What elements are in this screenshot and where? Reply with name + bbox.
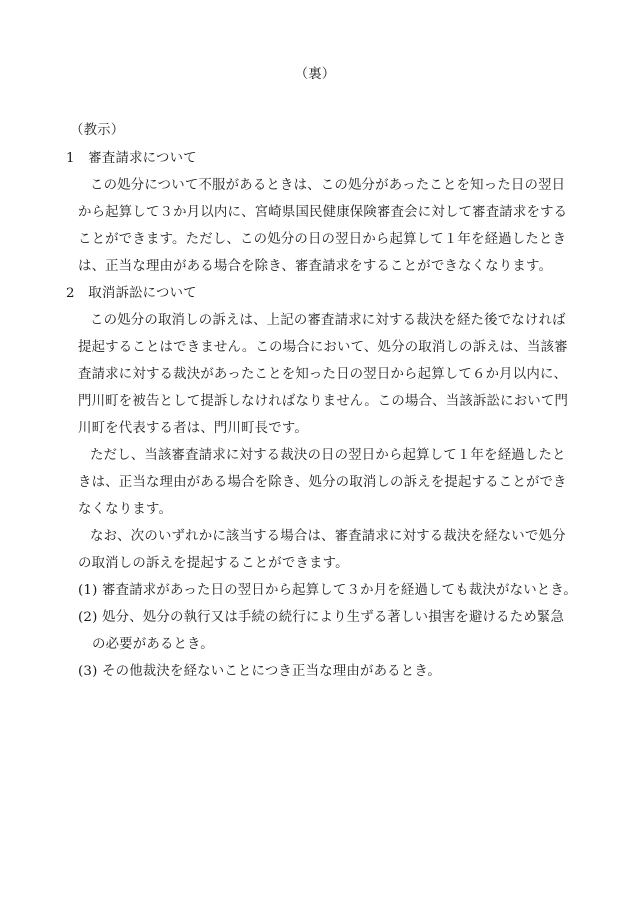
section2-para1-line: 提起することはできません。この場合において、処分の取消しの訴えは、当該審 bbox=[78, 340, 568, 355]
section2-para2-line: なくなります。 bbox=[78, 502, 173, 517]
section1-heading: 1 審査請求について bbox=[66, 151, 197, 166]
section2-para1-line: この処分の取消しの訴えは、上記の審査請求に対する裁決を経た後でなければ bbox=[90, 313, 566, 328]
list-item-2: (2) 処分、処分の執行又は手続の続行により生ずる著しい損害を避けるため緊急 bbox=[78, 610, 565, 625]
section2-para2-line: きは、正当な理由がある場合を除き、処分の取消しの訴えを提起することができ bbox=[78, 475, 567, 490]
section2-para3-line: なお、次のいずれかに該当する場合は、審査請求に対する裁決を経ないで処分 bbox=[90, 529, 566, 544]
section1-line: から起算して３か月以内に、宮崎県国民健康保険審査会に対して審査請求をする bbox=[78, 205, 568, 220]
section2-para1-line: 川町を代表する者は、門川町長です。 bbox=[78, 421, 308, 436]
list-item-2-continuation: の必要があるとき。 bbox=[92, 637, 214, 652]
list-item-1: (1) 審査請求があった日の翌日から起算して３か月を経過しても裁決がないとき。 bbox=[78, 583, 578, 598]
notice-label: （教示） bbox=[70, 123, 125, 138]
section2-para3-line: の取消しの訴えを提起することができます。 bbox=[78, 556, 349, 571]
section2-heading: 2 取消訴訟について bbox=[66, 286, 197, 301]
section2-para2-line: ただし、当該審査請求に対する裁決の日の翌日から起算して１年を経過したと bbox=[90, 448, 566, 463]
section1-line: この処分について不服があるときは、この処分があったことを知った日の翌日 bbox=[90, 178, 566, 193]
section1-line: ことができます。ただし、この処分の日の翌日から起算して１年を経過したとき bbox=[78, 232, 567, 247]
page-title: （裏） bbox=[294, 67, 336, 82]
section2-para1-line: 門川町を被告として提訴しなければなりません。この場合、当該訴訟において門 bbox=[78, 394, 569, 409]
section2-para1-line: 査請求に対する裁決があったことを知った日の翌日から起算して６か月以内に、 bbox=[78, 367, 568, 382]
section1-line: は、正当な理由がある場合を除き、審査請求をすることができなくなります。 bbox=[78, 259, 553, 274]
list-item-3: (3) その他裁決を経ないことにつき正当な理由があるとき。 bbox=[78, 664, 441, 679]
